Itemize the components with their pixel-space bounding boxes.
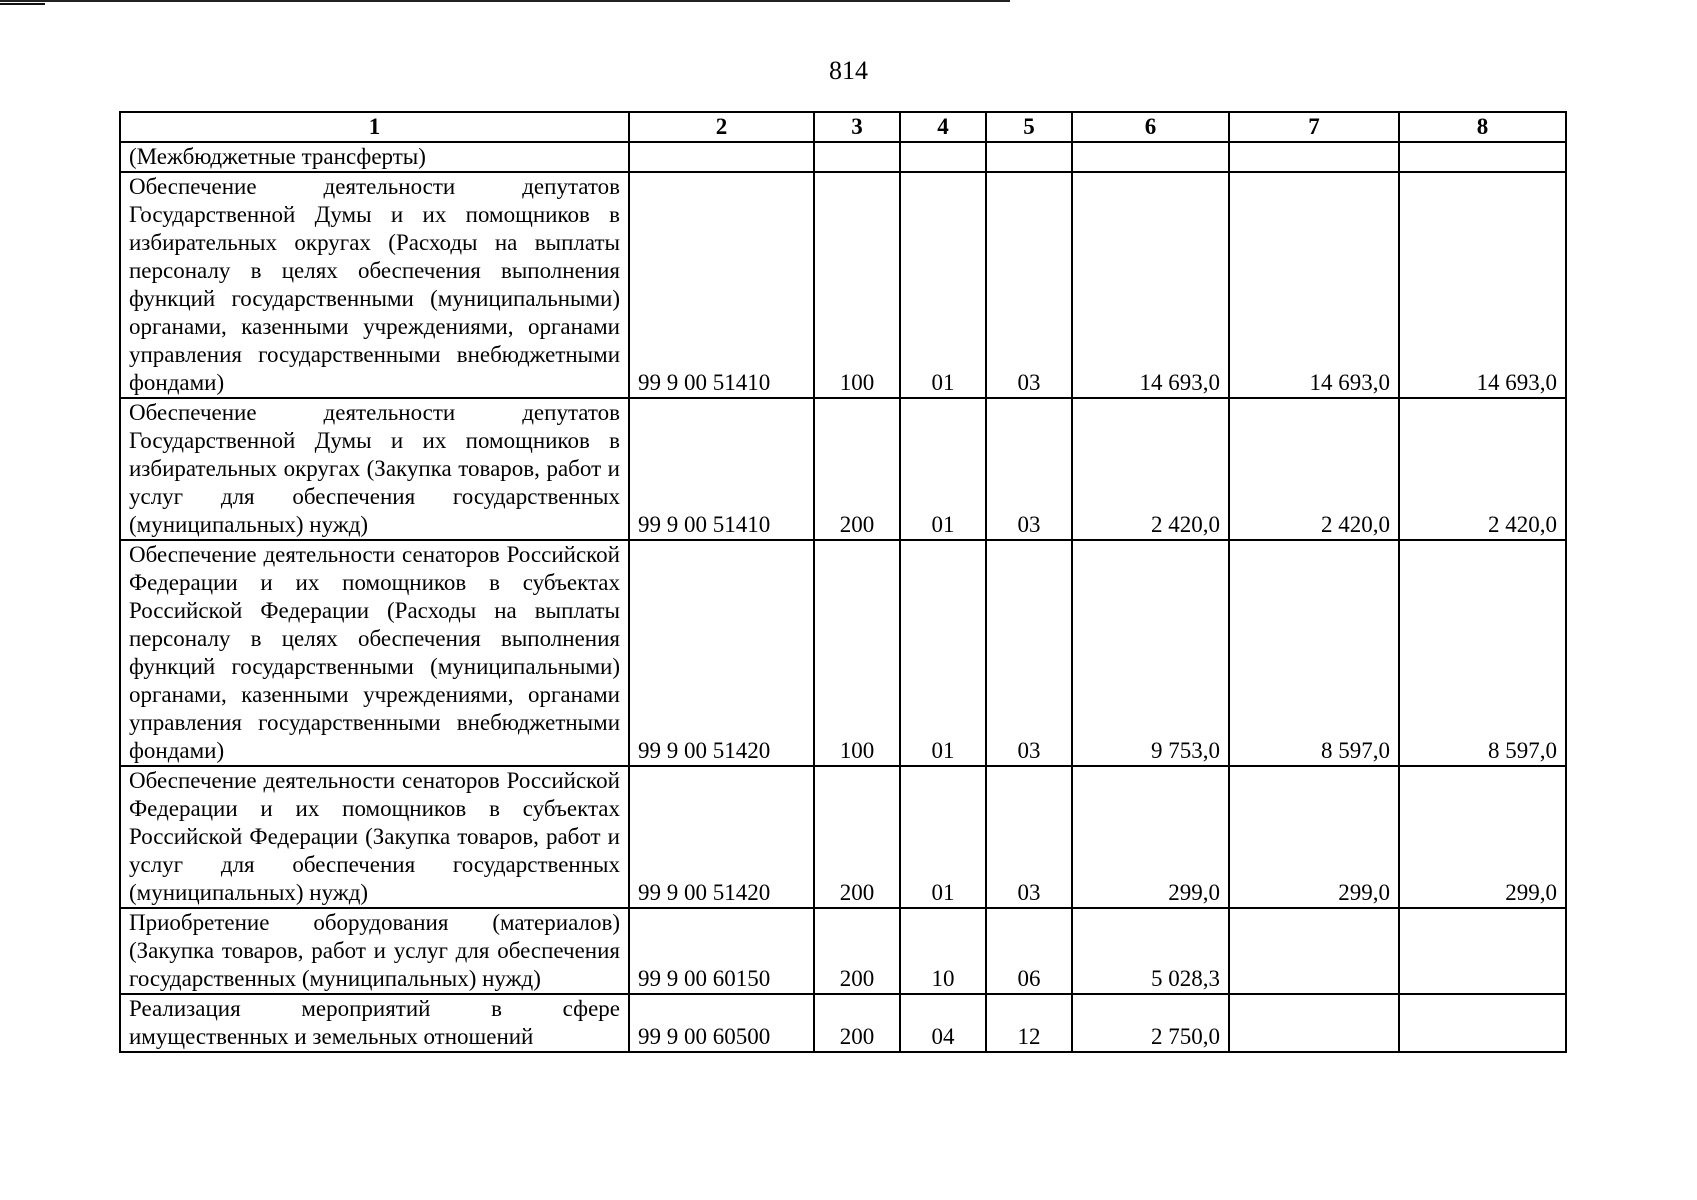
row-rz: 01 bbox=[900, 766, 986, 908]
row-code: 99 9 00 51410 bbox=[629, 398, 814, 540]
row-code: 99 9 00 51420 bbox=[629, 766, 814, 908]
row-pr bbox=[986, 142, 1072, 172]
header-row bbox=[120, 112, 1566, 142]
row-code: 99 9 00 60500 bbox=[629, 994, 814, 1052]
row-code: 99 9 00 60150 bbox=[629, 908, 814, 994]
row-rz: 04 bbox=[900, 994, 986, 1052]
row-sum-2: 8 597,0 bbox=[1229, 540, 1399, 766]
row-sum-2: 14 693,0 bbox=[1229, 172, 1399, 398]
table-row bbox=[120, 908, 1566, 994]
row-sum-1: 5 028,3 bbox=[1072, 908, 1229, 994]
row-rz bbox=[900, 142, 986, 172]
row-vr: 200 bbox=[814, 908, 900, 994]
row-sum-2 bbox=[1229, 994, 1399, 1052]
row-sum-3 bbox=[1399, 142, 1566, 172]
row-rz: 01 bbox=[900, 172, 986, 398]
page-number: 814 bbox=[829, 56, 868, 85]
col-header-2: 2 bbox=[629, 112, 814, 142]
row-pr: 12 bbox=[986, 994, 1072, 1052]
row-sum-3 bbox=[1399, 908, 1566, 994]
row-sum-2 bbox=[1229, 142, 1399, 172]
row-vr: 200 bbox=[814, 766, 900, 908]
row-name: Приобретение оборудования (материалов) (Закупка товаров, работ и услуг для обеспечения государственных (муниципальных) нужд) bbox=[120, 908, 629, 994]
row-sum-2: 2 420,0 bbox=[1229, 398, 1399, 540]
row-sum-3: 2 420,0 bbox=[1399, 398, 1566, 540]
row-sum-3 bbox=[1399, 994, 1566, 1052]
row-pr: 06 bbox=[986, 908, 1072, 994]
row-pr: 03 bbox=[986, 766, 1072, 908]
row-rz: 10 bbox=[900, 908, 986, 994]
col-header-8: 8 bbox=[1399, 112, 1566, 142]
row-sum-1: 299,0 bbox=[1072, 766, 1229, 908]
col-header-6: 6 bbox=[1072, 112, 1229, 142]
row-pr: 03 bbox=[986, 172, 1072, 398]
row-rz: 01 bbox=[900, 398, 986, 540]
row-sum-2 bbox=[1229, 908, 1399, 994]
row-name bbox=[120, 994, 629, 1052]
row-sum-3: 299,0 bbox=[1399, 766, 1566, 908]
row-vr bbox=[814, 142, 900, 172]
row-pr: 03 bbox=[986, 540, 1072, 766]
row-code bbox=[629, 142, 814, 172]
row-sum-1: 2 420,0 bbox=[1072, 398, 1229, 540]
row-code: 99 9 00 51420 bbox=[629, 540, 814, 766]
col-header-5: 5 bbox=[986, 112, 1072, 142]
row-sum-2: 299,0 bbox=[1229, 766, 1399, 908]
row-code: 99 9 00 51410 bbox=[629, 172, 814, 398]
row-name: (Межбюджетные трансферты) bbox=[120, 142, 629, 172]
row-vr: 100 bbox=[814, 172, 900, 398]
row-vr: 200 bbox=[814, 398, 900, 540]
row-name: Обеспечение деятельности депутатов Государственной Думы и их помощников в избирательных округах (Закупка товаров, работ и услуг для обеспечения государственных (муниципальных) нужд) bbox=[120, 398, 629, 540]
table-row bbox=[120, 142, 1566, 172]
row-sum-1 bbox=[1072, 142, 1229, 172]
scan-edge-line bbox=[0, 0, 1010, 2]
row-sum-1: 14 693,0 bbox=[1072, 172, 1229, 398]
col-header-3: 3 bbox=[814, 112, 900, 142]
row-sum-3: 14 693,0 bbox=[1399, 172, 1566, 398]
row-name: Обеспечение деятельности сенаторов Российской Федерации и их помощников в субъектах Российской Федерации (Закупка товаров, работ и услуг для обеспечения государственных (муниципальных) нужд) bbox=[120, 766, 629, 908]
table-row bbox=[120, 994, 1566, 1052]
table-row bbox=[120, 766, 1566, 908]
col-header-4: 4 bbox=[900, 112, 986, 142]
table-row bbox=[120, 540, 1566, 766]
row-sum-1: 2 750,0 bbox=[1072, 994, 1229, 1052]
row-sum-1: 9 753,0 bbox=[1072, 540, 1229, 766]
row-sum-3: 8 597,0 bbox=[1399, 540, 1566, 766]
row-name: Обеспечение деятельности депутатов Государственной Думы и их помощников в избирательных округах (Расходы на выплаты персоналу в целях обеспечения выполнения функций государственными (муниципальными) органами, казенными учреждениями, органами управления государственными внебюджетными фондами) bbox=[120, 172, 629, 398]
col-header-1: 1 bbox=[120, 112, 629, 142]
row-pr: 03 bbox=[986, 398, 1072, 540]
table-row bbox=[120, 398, 1566, 540]
row-rz: 01 bbox=[900, 540, 986, 766]
budget-table bbox=[119, 111, 1567, 1053]
row-vr: 100 bbox=[814, 540, 900, 766]
col-header-7: 7 bbox=[1229, 112, 1399, 142]
table-row bbox=[120, 172, 1566, 398]
row-name-text: Реализация мероприятий в сфере имущественных и земельных отношений bbox=[129, 996, 620, 1049]
row-vr: 200 bbox=[814, 994, 900, 1052]
scan-edge-mark bbox=[0, 3, 45, 5]
row-name: Обеспечение деятельности сенаторов Российской Федерации и их помощников в субъектах Российской Федерации (Расходы на выплаты персоналу в целях обеспечения выполнения функций государственными (муниципальными) органами, казенными учреждениями, органами управления государственными внебюджетными фондами) bbox=[120, 540, 629, 766]
